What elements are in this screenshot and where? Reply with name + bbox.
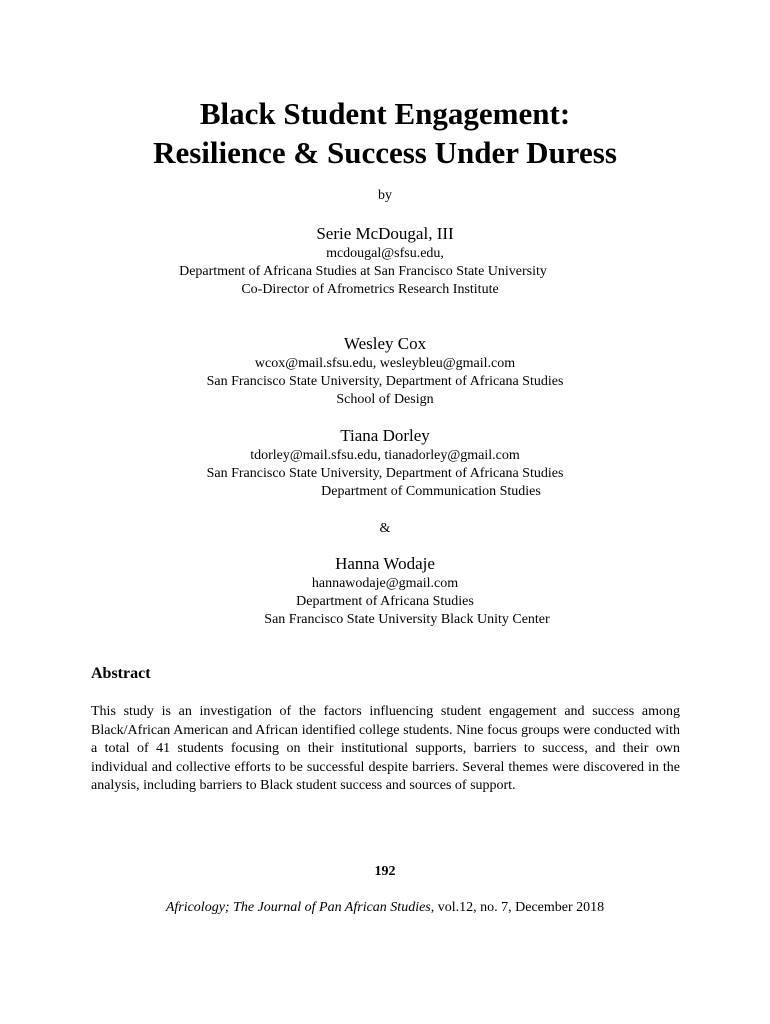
title-line-2: Resilience & Success Under Duress [153,135,617,170]
author-name: Hanna Wodaje [335,554,435,573]
author-affiliation: San Francisco State University Black Unity Center [264,612,550,627]
abstract-heading: Abstract [91,665,151,682]
author-email: wcox@mail.sfsu.edu, wesleybleu@gmail.com [254,356,516,371]
author-affiliation: Co-Director of Afrometrics Research Institute [241,282,499,297]
byline: by [378,188,392,203]
author-email: hannawodaje@gmail.com [311,576,459,591]
author-affiliation: San Francisco State University, Department of Africana Studies [206,374,564,389]
journal-citation [0,900,770,916]
title-line-1: Black Student Engagement: [199,96,571,131]
abstract-body: This study is an investigation of the factors influencing student engagement and success among Black/African American and African identified college students. Nine focus groups were conducted with a total of 41 students focusing on their institutional supports, barriers to success, and their own individual and collective efforts to be successful despite barriers. Several themes were discovered in the analysis, including barriers to Black student success and sources of support. [91,704,680,793]
author-name: Serie McDougal, III [316,224,454,243]
author-name: Tiana Dorley [340,426,430,445]
author-name: Wesley Cox [343,334,427,353]
author-affiliation: Department of Africana Studies at San Francisco State University [179,264,547,279]
author-affiliation: Department of Africana Studies [296,594,474,609]
journal-name: Africology; The Journal of Pan African Studies [165,900,431,915]
author-affiliation: Department of Communication Studies [321,484,541,499]
author-affiliation: School of Design [336,392,434,407]
author-affiliation: San Francisco State University, Department of Africana Studies [206,466,564,481]
journal-volume: , vol.12, no. 7, December 2018 [430,900,605,915]
page-number: 192 [374,864,396,879]
author-email: mcdougal@sfsu.edu, [326,246,444,261]
author-email: tdorley@mail.sfsu.edu, tianadorley@gmail.com [250,448,520,463]
ampersand: & [379,521,391,536]
